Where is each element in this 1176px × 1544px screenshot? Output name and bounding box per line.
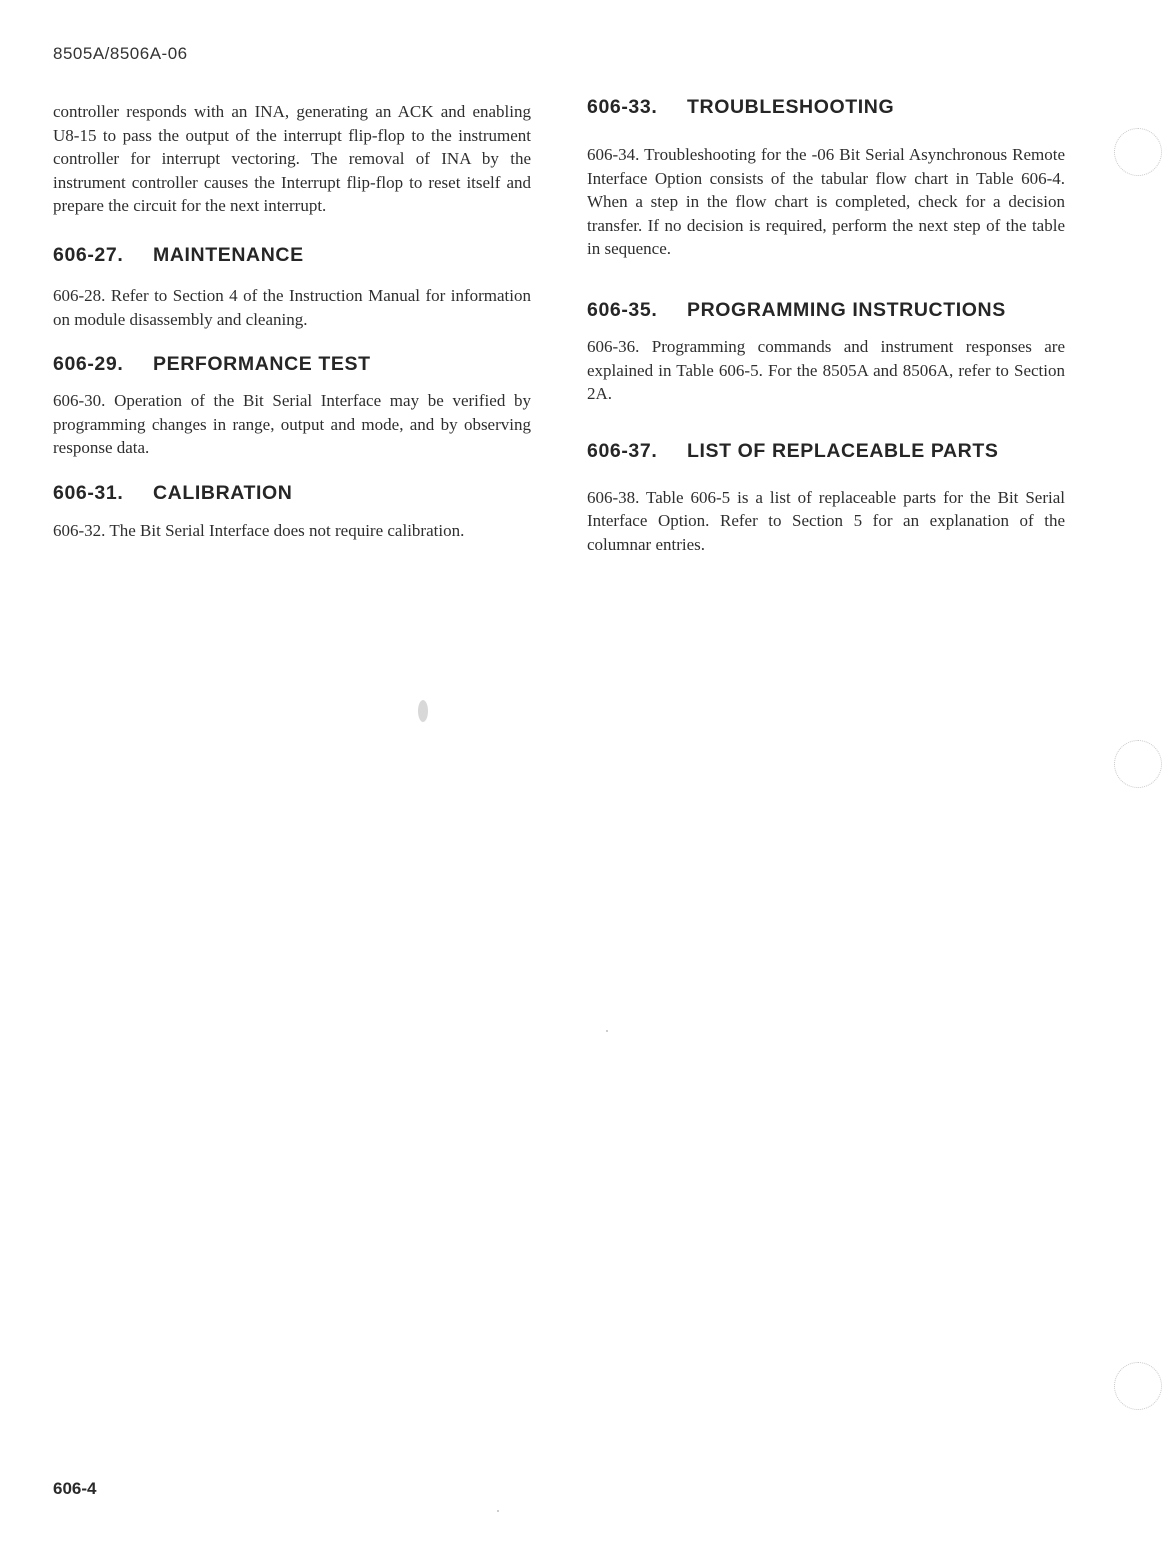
scan-speck <box>497 1510 499 1512</box>
heading-title: PERFORMANCE TEST <box>153 353 371 376</box>
heading-troubleshooting <box>587 96 1065 119</box>
page-number: 606-4 <box>53 1479 97 1498</box>
paragraph-606-32: 606-32. The Bit Serial Interface does not require calibration. <box>53 520 465 540</box>
heading-number: 606-33. <box>587 96 658 118</box>
right-column <box>587 96 1065 557</box>
heading-performance-test <box>53 353 531 376</box>
heading-title: TROUBLESHOOTING <box>687 96 895 118</box>
paragraph-606-34: 606-34. Troubleshooting for the -06 Bit Serial Asynchronous Remote Interface Option consists of the tabular flow chart in Table 606-4. When a step in the flow chart is completed, check for a decision transfer. If no decision is required, perform the next step of the table in sequence. <box>587 145 1065 259</box>
left-column <box>53 100 531 543</box>
heading-list-of-replaceable-parts <box>587 440 1065 463</box>
binder-hole-top <box>1114 128 1162 176</box>
binder-hole-middle <box>1114 740 1162 788</box>
heading-calibration <box>53 482 531 505</box>
heading-number: 606-35. <box>587 298 658 321</box>
paragraph-intro: controller responds with an INA, generating an ACK and enabling U8-15 to pass the output of the interrupt flip-flop to the instrument controller for interrupt vectoring. The removal of INA by the instrument controller causes the Interrupt flip-flop to reset itself and prepare the circuit for the next interrupt. <box>53 102 531 216</box>
heading-title: CALIBRATION <box>153 481 293 504</box>
scan-speck <box>606 1030 608 1032</box>
heading-maintenance <box>53 244 531 267</box>
heading-title: MAINTENANCE <box>153 243 304 266</box>
heading-title: PROGRAMMING INSTRUCTIONS <box>687 298 1006 321</box>
document-id: 8505A/8506A-06 <box>53 44 188 63</box>
paragraph-606-38: 606-38. Table 606-5 is a list of replaceable parts for the Bit Serial Interface Option. Refer to Section 5 for an explanation of the columnar entries. <box>587 487 1065 554</box>
paragraph-606-30: 606-30. Operation of the Bit Serial Interface may be verified by programming changes in range, output and mode, and by observing response data. <box>53 391 531 458</box>
scan-speck <box>418 700 428 722</box>
heading-programming-instructions <box>587 299 1065 322</box>
binder-hole-bottom <box>1114 1362 1162 1410</box>
heading-number: 606-27. <box>53 243 124 266</box>
heading-number: 606-37. <box>587 439 658 462</box>
paragraph-606-36: 606-36. Programming commands and instrument responses are explained in Table 606-5. For the 8505A and 8506A, refer to Section 2A. <box>587 336 1065 404</box>
paragraph-606-28: 606-28. Refer to Section 4 of the Instruction Manual for information on module disassembly and cleaning. <box>53 285 531 329</box>
heading-number: 606-31. <box>53 481 124 504</box>
heading-number: 606-29. <box>53 353 124 376</box>
heading-title: LIST OF REPLACEABLE PARTS <box>687 439 999 462</box>
